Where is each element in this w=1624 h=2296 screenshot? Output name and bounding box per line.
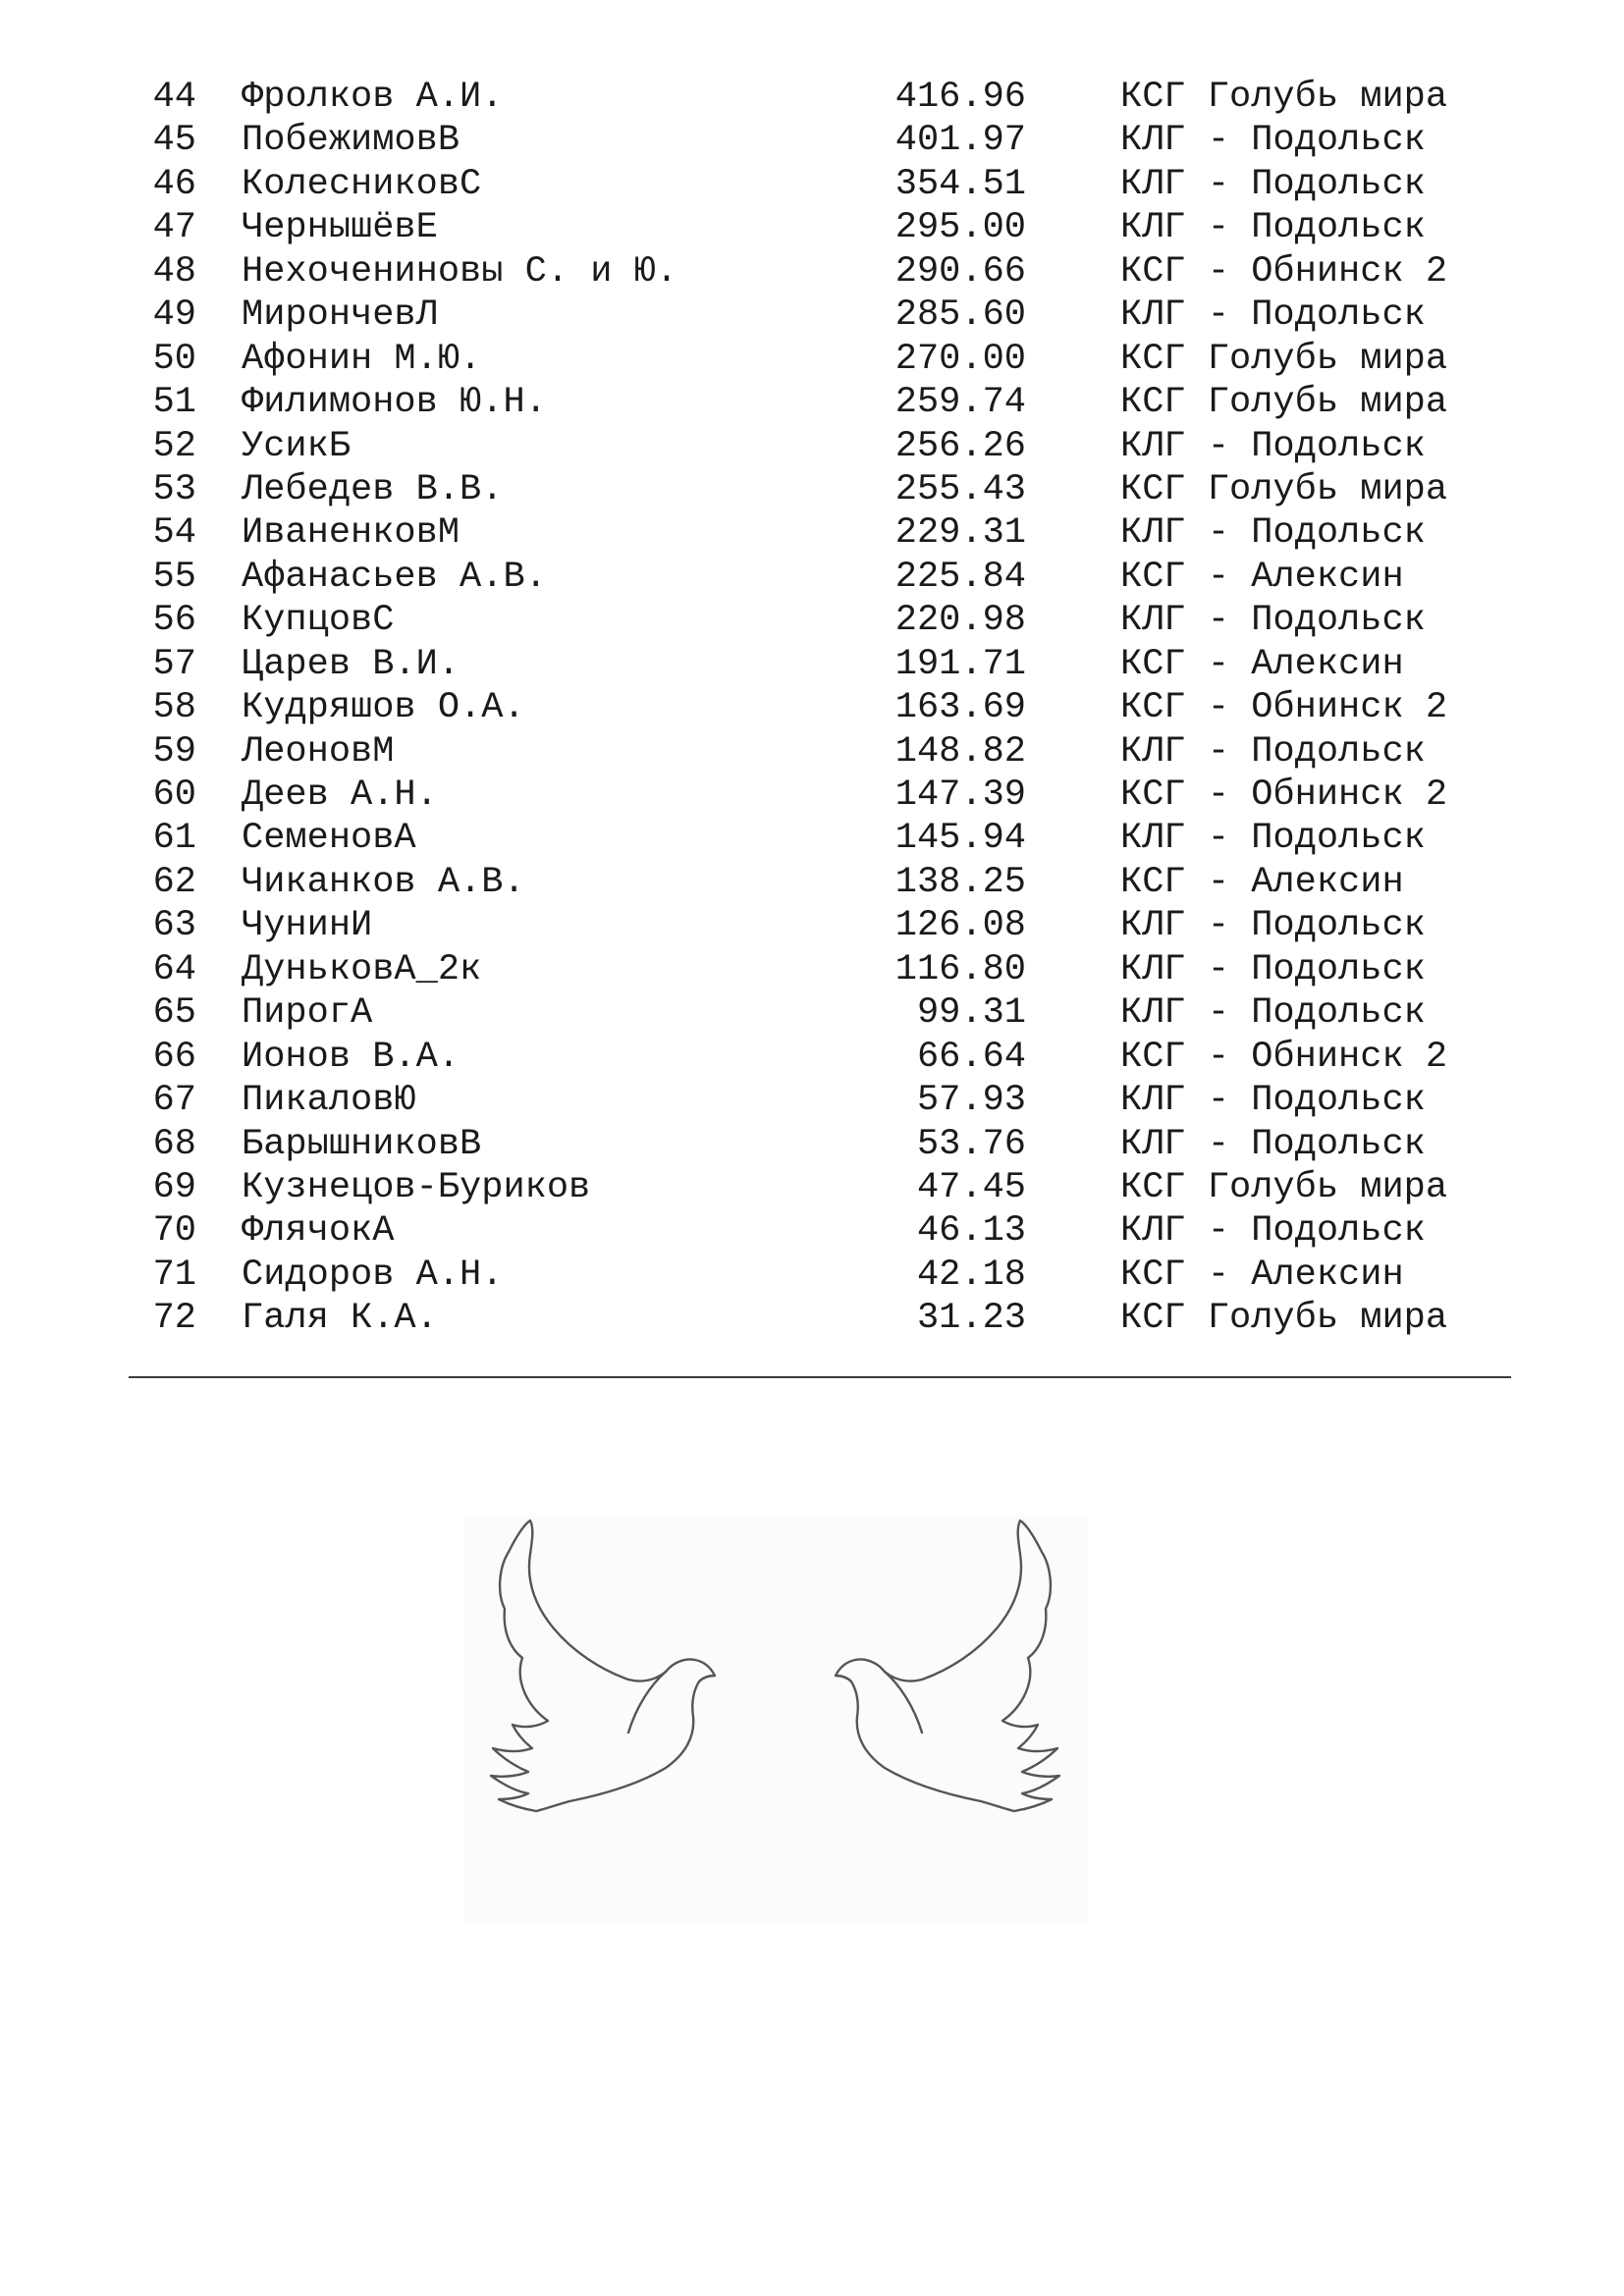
table-row: [0, 294, 1624, 337]
club-name: КЛГ - Подольск: [1120, 425, 1426, 467]
competitor-name: СеменовА: [242, 818, 416, 860]
competitor-name: ИваненковМ: [242, 512, 460, 555]
place-number: 62: [152, 861, 196, 903]
competitor-name: Чиканков А.В.: [242, 861, 525, 903]
club-name: КСГ - Алексин: [1120, 643, 1404, 685]
score-value: 126.08: [894, 905, 1026, 947]
competitor-name: Нехочениновы С. и Ю.: [242, 250, 678, 293]
club-name: КСГ Голубь мира: [1120, 1298, 1448, 1340]
competitor-name: Галя К.А.: [242, 1298, 438, 1340]
place-number: 53: [152, 468, 196, 510]
place-number: 68: [152, 1123, 196, 1165]
club-name: КЛГ - Подольск: [1120, 905, 1426, 947]
club-name: КЛГ - Подольск: [1120, 512, 1426, 555]
score-value: 116.80: [894, 948, 1026, 990]
club-name: КСГ - Алексин: [1120, 861, 1404, 903]
score-value: 31.23: [916, 1298, 1026, 1340]
club-name: КЛГ - Подольск: [1120, 1210, 1426, 1253]
score-value: 191.71: [894, 643, 1026, 685]
club-name: КСГ Голубь мира: [1120, 338, 1448, 380]
club-name: КЛГ - Подольск: [1120, 294, 1426, 337]
competitor-name: Царев В.И.: [242, 643, 460, 685]
score-value: 138.25: [894, 861, 1026, 903]
club-name: КЛГ - Подольск: [1120, 948, 1426, 990]
place-number: 49: [152, 294, 196, 337]
competitor-name: Сидоров А.Н.: [242, 1254, 504, 1296]
club-name: КСГ - Обнинск 2: [1120, 687, 1448, 729]
place-number: 56: [152, 600, 196, 642]
table-row: [0, 1123, 1624, 1166]
place-number: 65: [152, 992, 196, 1035]
table-row: [0, 1209, 1624, 1253]
club-name: КЛГ - Подольск: [1120, 730, 1426, 773]
competitor-name: ЛеоновМ: [242, 730, 395, 773]
table-row: [0, 948, 1624, 991]
table-row: [0, 468, 1624, 511]
table-row: [0, 730, 1624, 774]
table-row: [0, 556, 1624, 599]
club-name: КСГ - Обнинск 2: [1120, 1036, 1448, 1078]
club-name: КСГ Голубь мира: [1120, 1166, 1448, 1208]
table-row: [0, 206, 1624, 249]
competitor-name: Кузнецов-Буриков: [242, 1166, 591, 1208]
score-value: 285.60: [894, 294, 1026, 337]
score-value: 47.45: [916, 1166, 1026, 1208]
score-value: 295.00: [894, 207, 1026, 249]
club-name: КЛГ - Подольск: [1120, 992, 1426, 1035]
competitor-name: ДуньковА_2к: [242, 948, 482, 990]
score-value: 147.39: [894, 774, 1026, 816]
club-name: КЛГ - Подольск: [1120, 818, 1426, 860]
place-number: 64: [152, 948, 196, 990]
score-value: 57.93: [916, 1080, 1026, 1122]
score-value: 53.76: [916, 1123, 1026, 1165]
table-row: [0, 425, 1624, 468]
place-number: 55: [152, 556, 196, 598]
club-name: КЛГ - Подольск: [1120, 1123, 1426, 1165]
competitor-name: ПобежимовВ: [242, 120, 460, 162]
dove-right: [836, 1521, 1059, 1811]
competitor-name: Деев А.Н.: [242, 774, 438, 816]
competitor-name: ЧунинИ: [242, 905, 373, 947]
place-number: 69: [152, 1166, 196, 1208]
club-name: КЛГ - Подольск: [1120, 120, 1426, 162]
place-number: 48: [152, 250, 196, 293]
score-value: 229.31: [894, 512, 1026, 555]
score-value: 290.66: [894, 250, 1026, 293]
doves-icon: [463, 1515, 1087, 1925]
table-row: [0, 817, 1624, 860]
score-value: 270.00: [894, 338, 1026, 380]
score-value: 66.64: [916, 1036, 1026, 1078]
score-value: 46.13: [916, 1210, 1026, 1253]
table-row: [0, 338, 1624, 381]
table-row: [0, 119, 1624, 162]
score-value: 99.31: [916, 992, 1026, 1035]
place-number: 58: [152, 687, 196, 729]
table-row: [0, 643, 1624, 686]
place-number: 70: [152, 1210, 196, 1253]
competitor-name: КолесниковС: [242, 163, 482, 205]
club-name: КЛГ - Подольск: [1120, 1080, 1426, 1122]
table-row: [0, 904, 1624, 947]
competitor-name: УсикБ: [242, 425, 352, 467]
table-row: [0, 163, 1624, 206]
club-name: КСГ Голубь мира: [1120, 382, 1448, 424]
place-number: 57: [152, 643, 196, 685]
competitor-name: Кудряшов О.А.: [242, 687, 525, 729]
score-value: 225.84: [894, 556, 1026, 598]
competitor-name: Ионов В.А.: [242, 1036, 460, 1078]
place-number: 52: [152, 425, 196, 467]
competitor-name: ФлячокА: [242, 1210, 395, 1253]
competitor-name: Фролков А.И.: [242, 77, 504, 118]
table-row: [0, 991, 1624, 1035]
score-value: 163.69: [894, 687, 1026, 729]
table-row: [0, 1254, 1624, 1297]
score-value: 354.51: [894, 163, 1026, 205]
score-value: 416.96: [894, 77, 1026, 118]
score-value: 145.94: [894, 818, 1026, 860]
club-name: КСГ Голубь мира: [1120, 77, 1448, 118]
place-number: 47: [152, 207, 196, 249]
place-number: 63: [152, 905, 196, 947]
table-row: [0, 1079, 1624, 1122]
competitor-name: Филимонов Ю.Н.: [242, 382, 547, 424]
competitor-name: ЧернышёвЕ: [242, 207, 438, 249]
place-number: 61: [152, 818, 196, 860]
club-name: КСГ - Алексин: [1120, 556, 1404, 598]
score-value: 255.43: [894, 468, 1026, 510]
table-row: [0, 599, 1624, 642]
table-row: [0, 381, 1624, 424]
table-row: [0, 861, 1624, 904]
place-number: 71: [152, 1254, 196, 1296]
place-number: 60: [152, 774, 196, 816]
score-value: 148.82: [894, 730, 1026, 773]
place-number: 46: [152, 163, 196, 205]
competitor-name: МирончевЛ: [242, 294, 438, 337]
club-name: КСГ - Обнинск 2: [1120, 774, 1448, 816]
score-value: 42.18: [916, 1254, 1026, 1296]
score-value: 220.98: [894, 600, 1026, 642]
table-row: [0, 774, 1624, 817]
place-number: 45: [152, 120, 196, 162]
results-table: [0, 76, 1624, 1341]
place-number: 66: [152, 1036, 196, 1078]
dove-left: [491, 1521, 715, 1811]
divider-line: [129, 1376, 1511, 1378]
table-row: [0, 511, 1624, 555]
competitor-name: ПирогА: [242, 992, 373, 1035]
table-row: [0, 1166, 1624, 1209]
place-number: 72: [152, 1298, 196, 1340]
place-number: 67: [152, 1080, 196, 1122]
table-row: [0, 1297, 1624, 1340]
club-name: КЛГ - Подольск: [1120, 163, 1426, 205]
club-name: КЛГ - Подольск: [1120, 207, 1426, 249]
score-value: 256.26: [894, 425, 1026, 467]
table-row: [0, 76, 1624, 119]
club-name: КЛГ - Подольск: [1120, 600, 1426, 642]
competitor-name: Лебедев В.В.: [242, 468, 504, 510]
place-number: 44: [152, 77, 196, 118]
score-value: 401.97: [894, 120, 1026, 162]
place-number: 51: [152, 382, 196, 424]
competitor-name: ПикаловЮ: [242, 1080, 416, 1122]
club-name: КСГ - Алексин: [1120, 1254, 1404, 1296]
table-row: [0, 250, 1624, 294]
club-name: КСГ - Обнинск 2: [1120, 250, 1448, 293]
place-number: 50: [152, 338, 196, 380]
competitor-name: Афонин М.Ю.: [242, 338, 482, 380]
place-number: 54: [152, 512, 196, 555]
competitor-name: Афанасьев А.В.: [242, 556, 547, 598]
table-row: [0, 1036, 1624, 1079]
competitor-name: КупцовС: [242, 600, 395, 642]
table-row: [0, 686, 1624, 729]
place-number: 59: [152, 730, 196, 773]
club-name: КСГ Голубь мира: [1120, 468, 1448, 510]
competitor-name: БарышниковВ: [242, 1123, 482, 1165]
score-value: 259.74: [894, 382, 1026, 424]
